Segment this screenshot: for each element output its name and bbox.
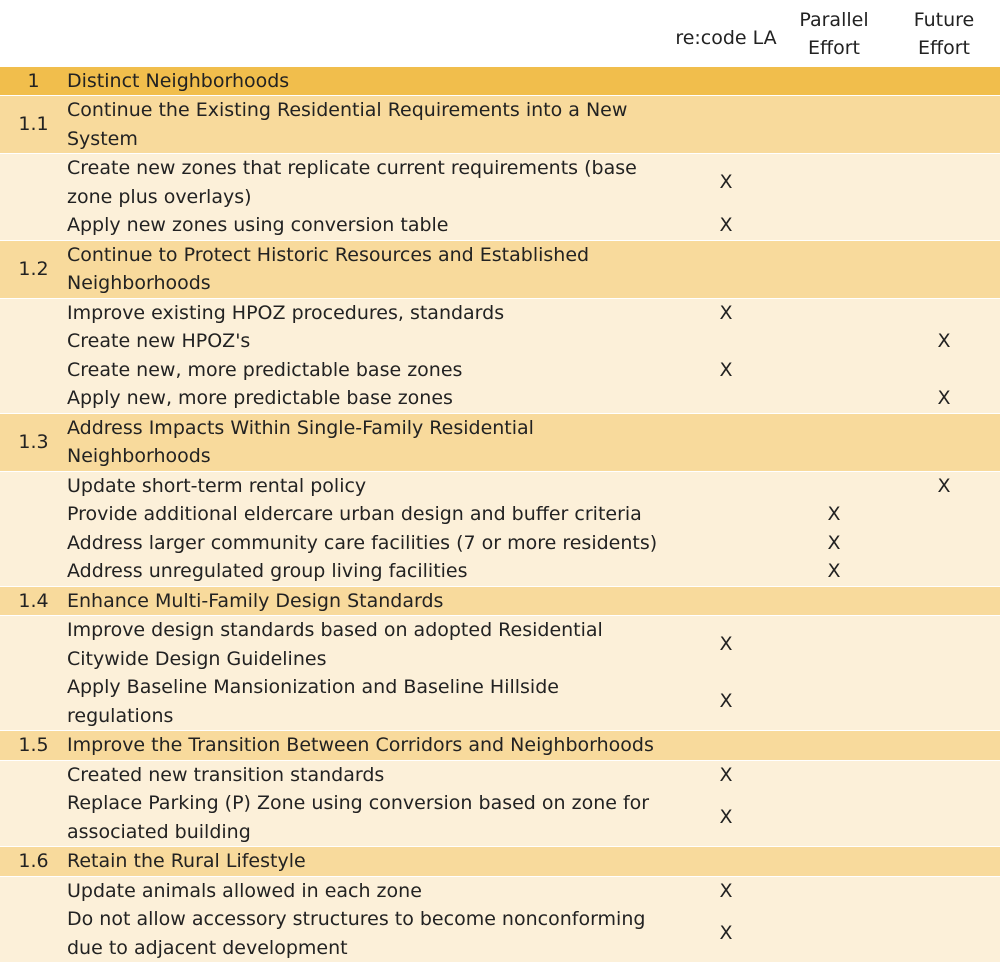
future-effort-mark (888, 616, 1000, 673)
item-text: Created new transition standards (67, 761, 672, 790)
parallel-effort-mark (780, 761, 888, 790)
table-body (0, 95, 1000, 962)
item-number-cell (0, 905, 67, 962)
item-number-cell (0, 557, 67, 586)
item-number-cell (0, 154, 67, 211)
item-number-cell (0, 211, 67, 240)
recode-mark (672, 472, 780, 501)
table-row (0, 299, 1000, 328)
recode-mark (672, 529, 780, 558)
item-text: Replace Parking (P) Zone using conversion based on zone for associated building (67, 789, 672, 846)
item-text: Apply Baseline Mansionization and Baseline Hillside regulations (67, 673, 672, 730)
item-group (0, 153, 1000, 240)
table-row (0, 877, 1000, 906)
subsection-number: 1.5 (0, 731, 67, 760)
parallel-effort-mark (780, 384, 888, 413)
table-row (0, 905, 1000, 962)
item-number-cell (0, 616, 67, 673)
parallel-effort-mark (780, 327, 888, 356)
subsection-row (0, 95, 1000, 153)
section-row (0, 67, 1000, 95)
item-number-cell (0, 673, 67, 730)
item-number-cell (0, 789, 67, 846)
table-row (0, 789, 1000, 846)
parallel-effort-mark: X (780, 557, 888, 586)
item-text: Improve existing HPOZ procedures, standards (67, 299, 672, 328)
subsection-title: Retain the Rural Lifestyle (67, 847, 672, 876)
item-group (0, 298, 1000, 413)
subsection-number: 1.2 (0, 241, 67, 298)
table-row (0, 384, 1000, 413)
item-text: Do not allow accessory structures to become nonconforming due to adjacent development (67, 905, 672, 962)
subsection-number: 1.3 (0, 414, 67, 471)
parallel-effort-mark (780, 211, 888, 240)
table-row (0, 616, 1000, 673)
future-effort-mark (888, 905, 1000, 962)
table-row (0, 500, 1000, 529)
recode-mark (672, 384, 780, 413)
recode-mark: X (672, 616, 780, 673)
recode-mark: X (672, 356, 780, 385)
future-effort-mark (888, 529, 1000, 558)
item-text: Improve design standards based on adopted Residential Citywide Design Guidelines (67, 616, 672, 673)
table-row (0, 211, 1000, 240)
column-header-parallel-effort: Parallel Effort (780, 0, 888, 67)
table-row (0, 529, 1000, 558)
item-group (0, 615, 1000, 730)
recode-mark: X (672, 789, 780, 846)
recode-mark: X (672, 154, 780, 211)
parallel-effort-mark (780, 673, 888, 730)
recode-mark: X (672, 905, 780, 962)
recode-mark (672, 500, 780, 529)
item-text: Apply new, more predictable base zones (67, 384, 672, 413)
subsection-title: Continue the Existing Residential Requirements into a New System (67, 96, 672, 153)
parallel-effort-mark: X (780, 500, 888, 529)
parallel-effort-mark: X (780, 529, 888, 558)
future-effort-mark (888, 356, 1000, 385)
section-number: 1 (0, 67, 67, 96)
item-text: Address larger community care facilities (7 or more residents) (67, 529, 672, 558)
future-effort-mark (888, 299, 1000, 328)
item-text: Provide additional eldercare urban design and buffer criteria (67, 500, 672, 529)
parallel-effort-mark (780, 789, 888, 846)
future-effort-mark (888, 877, 1000, 906)
item-text: Update animals allowed in each zone (67, 877, 672, 906)
recode-mark: X (672, 673, 780, 730)
item-text: Update short-term rental policy (67, 472, 672, 501)
column-header-future-effort: Future Effort (888, 0, 1000, 67)
recode-mark: X (672, 299, 780, 328)
subsection-number: 1.1 (0, 96, 67, 153)
item-number-cell (0, 356, 67, 385)
future-effort-mark: X (888, 327, 1000, 356)
subsection-row (0, 240, 1000, 298)
parallel-effort-mark (780, 905, 888, 962)
subsection-row (0, 586, 1000, 616)
recode-mark (672, 557, 780, 586)
item-number-cell (0, 472, 67, 501)
subsection-title: Improve the Transition Between Corridors and Neighborhoods (67, 731, 672, 760)
future-effort-mark (888, 211, 1000, 240)
recode-mark: X (672, 761, 780, 790)
recode-mark: X (672, 877, 780, 906)
subsection-row (0, 730, 1000, 760)
recode-mark: X (672, 211, 780, 240)
table-row (0, 557, 1000, 586)
subsection-row (0, 413, 1000, 471)
table-row (0, 327, 1000, 356)
parallel-effort-mark (780, 154, 888, 211)
item-number-cell (0, 384, 67, 413)
future-effort-mark (888, 500, 1000, 529)
item-number-cell (0, 299, 67, 328)
subsection-title: Continue to Protect Historic Resources and Established Neighborhoods (67, 241, 672, 298)
table-header (0, 0, 1000, 67)
table-row (0, 761, 1000, 790)
item-number-cell (0, 529, 67, 558)
parallel-effort-mark (780, 877, 888, 906)
future-effort-mark (888, 557, 1000, 586)
subsection-title: Enhance Multi-Family Design Standards (67, 587, 672, 616)
item-text: Apply new zones using conversion table (67, 211, 672, 240)
item-group (0, 760, 1000, 847)
item-group (0, 471, 1000, 586)
subsection-number: 1.4 (0, 587, 67, 616)
section-title: Distinct Neighborhoods (67, 67, 672, 96)
item-number-cell (0, 327, 67, 356)
item-group (0, 876, 1000, 962)
subsection-row (0, 846, 1000, 876)
future-effort-mark (888, 673, 1000, 730)
parallel-effort-mark (780, 472, 888, 501)
item-text: Create new zones that replicate current requirements (base zone plus overlays) (67, 154, 672, 211)
column-header-recode: re:code LA (672, 0, 780, 67)
parallel-effort-mark (780, 616, 888, 673)
future-effort-mark: X (888, 384, 1000, 413)
item-text: Create new, more predictable base zones (67, 356, 672, 385)
table-row (0, 154, 1000, 211)
table-row (0, 673, 1000, 730)
future-effort-mark: X (888, 472, 1000, 501)
item-number-cell (0, 761, 67, 790)
table-row (0, 356, 1000, 385)
parallel-effort-mark (780, 356, 888, 385)
future-effort-mark (888, 154, 1000, 211)
item-number-cell (0, 877, 67, 906)
future-effort-mark (888, 761, 1000, 790)
future-effort-mark (888, 789, 1000, 846)
subsection-title: Address Impacts Within Single-Family Residential Neighborhoods (67, 414, 672, 471)
recode-mark (672, 327, 780, 356)
parallel-effort-mark (780, 299, 888, 328)
item-text: Address unregulated group living facilities (67, 557, 672, 586)
item-text: Create new HPOZ's (67, 327, 672, 356)
item-number-cell (0, 500, 67, 529)
table-row (0, 472, 1000, 501)
subsection-number: 1.6 (0, 847, 67, 876)
